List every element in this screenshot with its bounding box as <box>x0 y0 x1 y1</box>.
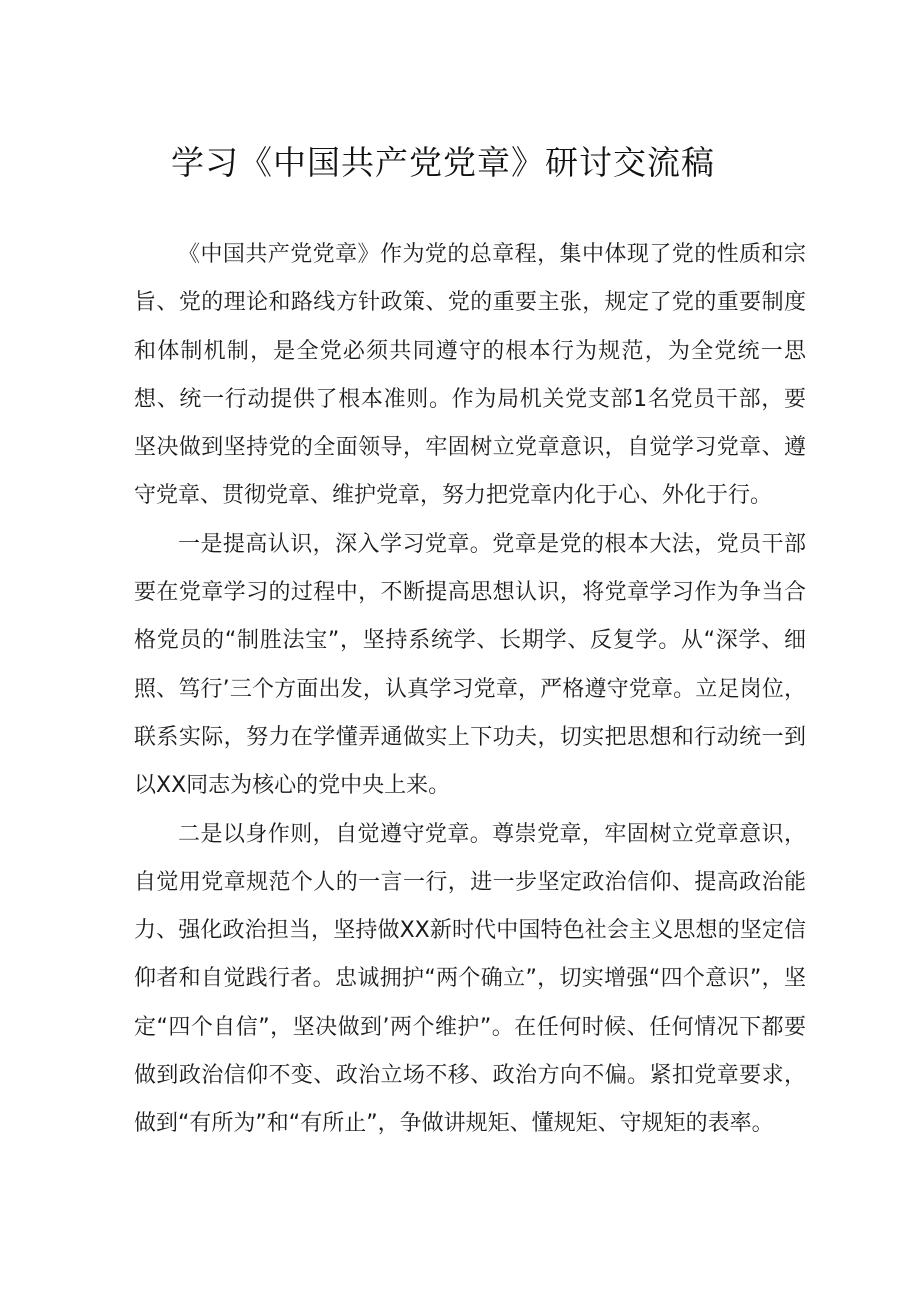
paragraph-point-two: 二是以身作则，自觉遵守党章。尊崇党章，牢固树立党章意识，自觉用党章规范个人的一言一行，进一步坚定政治信仰、提高政治能力、强化政治担当，坚持做XX新时代中国特色社会主义思想的坚定信仰者和自觉践行者。忠诚拥护“两个确立”，切实增强“四个意识”，坚定“四个自信”，坚决做到’两个维护”。在任何时候、任何情况下都要做到政治信仰不变、政治立场不移、政治方向不偏。紧扣党章要求，做到“有所为”和“有所止”，争做讲规矩、懂规矩、守规矩的表率。 <box>134 821 806 1137</box>
document-body <box>134 231 806 1149</box>
document-title: 学习《中国共产党党章》研讨交流稿 <box>171 143 715 183</box>
paragraph-intro: 《中国共产党党章》作为党的总章程，集中体现了党的性质和宗旨、党的理论和路线方针政策、党的重要主张，规定了党的重要制度和体制机制，是全党必须共同遵守的根本行为规范，为全党统一思想、统一行动提供了根本准则。作为局机关党支部1名党员干部，要坚决做到坚持党的全面领导，牢固树立党章意识，自觉学习党章、遵守党章、贯彻党章、维护党章，努力把党章内化于心、外化于行。 <box>134 242 806 509</box>
paragraph-point-one: 一是提高认识，深入学习党章。党章是党的根本大法，党员干部要在党章学习的过程中，不断提高思想认识，将党章学习作为争当合格党员的“制胜法宝”，坚持系统学、长期学、反复学。从“深学、细照、笃行’三个方面出发，认真学习党章，严格遵守党章。立足岗位，联系实际，努力在学懂弄通做实上下功夫，切实把思想和行动统一到以XX同志为核心的党中央上来。 <box>134 531 806 799</box>
